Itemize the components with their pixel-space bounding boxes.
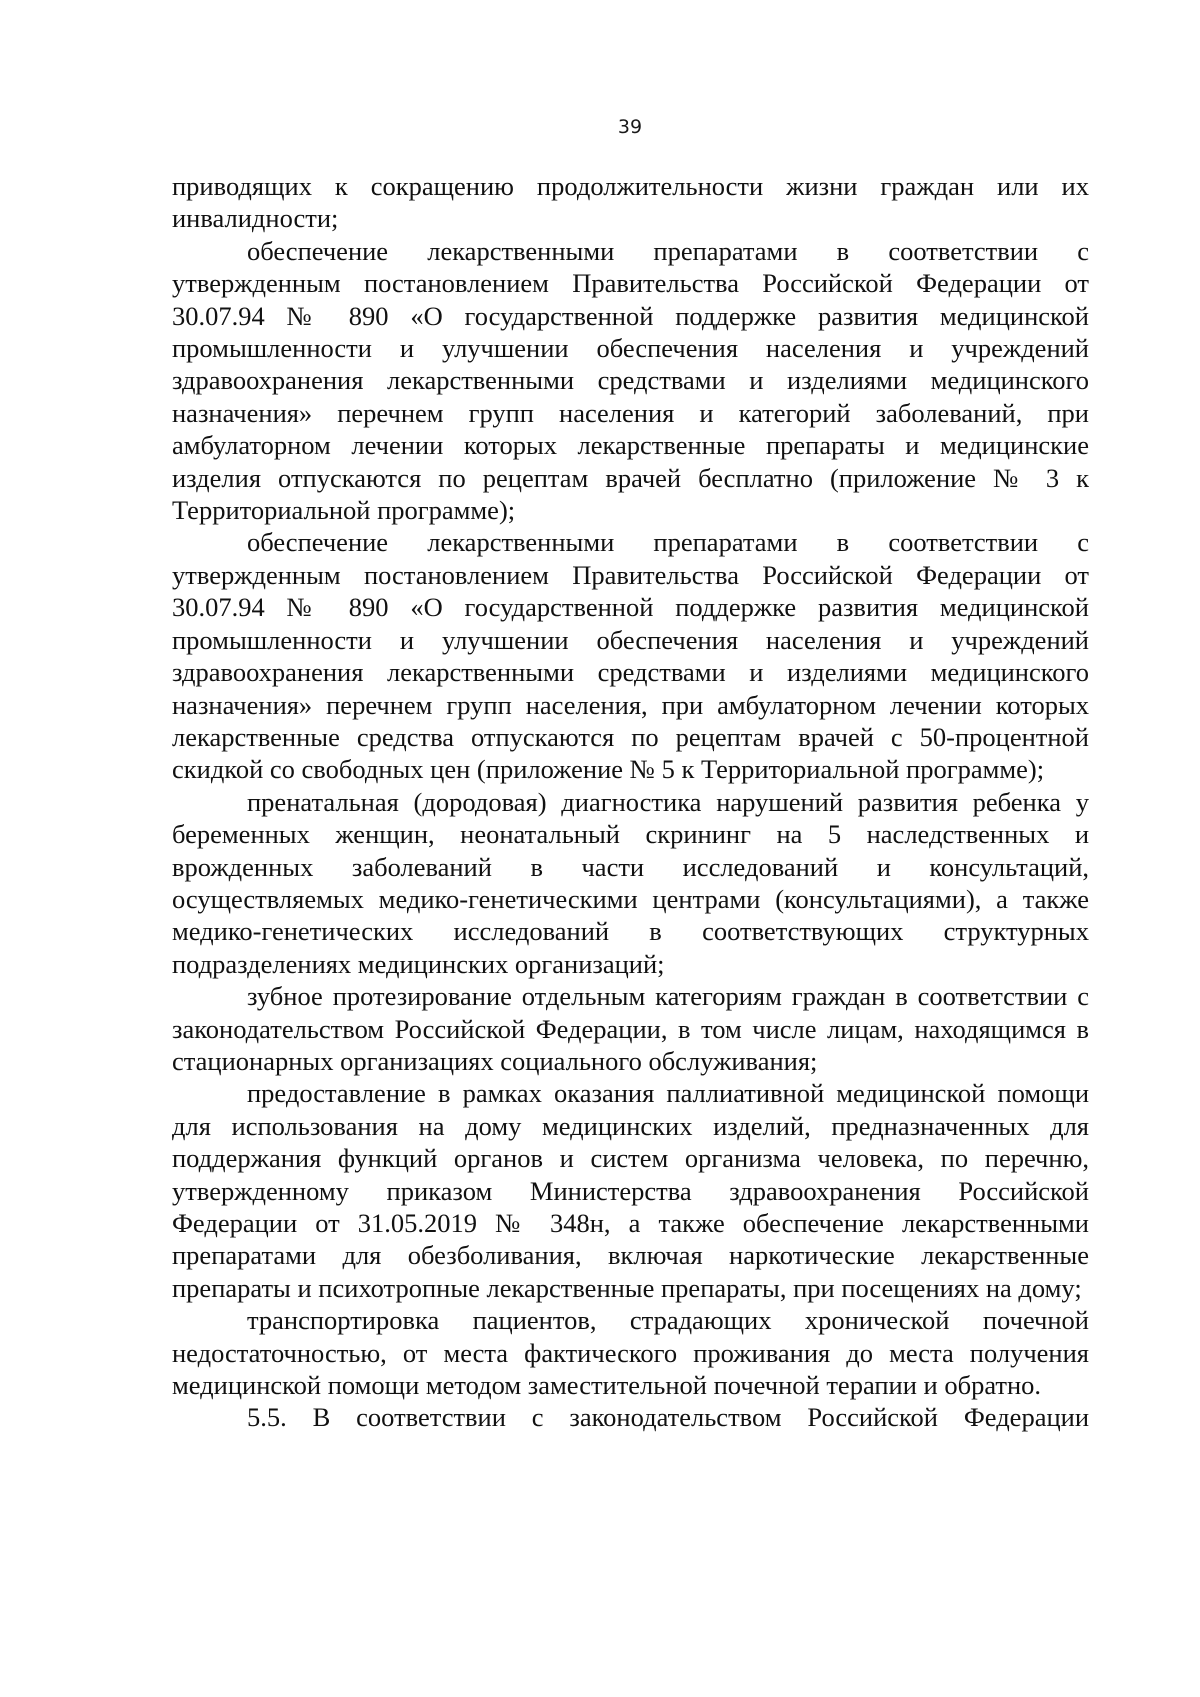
page-number: 39 (617, 116, 643, 138)
paragraph-dental-prosthetics: зубное протезирование отдельным категориям граждан в соответствии с законодательством Российской Федерации, в том числе лицам, находящимся в стационарных организациях социального обслуживания; (172, 981, 1089, 1076)
paragraph-section-5-5: 5.5. В соответствии с законодательством Российской Федерации (247, 1402, 1089, 1433)
paragraph-patient-transport: транспортировка пациентов, страдающих хронической почечной недостаточностью, от места фактического проживания до места получения медицинской помощи методом заместительной почечной терапии и обратно. (172, 1305, 1089, 1401)
paragraph-continuation: приводящих к сокращению продолжительности жизни граждан или их инвалидности; (172, 171, 1089, 234)
paragraph-prenatal-diagnostics: пренатальная (дородовая) диагностика нарушений развития ребенка у беременных женщин, неонатальный скрининг на 5 наследственных и врожденных заболеваний в части исследований и консультаций, осуществляемых медико-генетическими центрами (консультациями), а также медико-генетических исследований в соответствующих структурных подразделениях медицинских организаций; (172, 786, 1089, 979)
paragraph-free-medicines: обеспечение лекарственными препаратами в соответствии с утвержденным постановлением Правительства Российской Федерации от 30.07.94 № 890 «О государственной поддержке развития медицинской промышленности и улучшении обеспечения населения и учреждений здравоохранения лекарственными средствами и изделиями медицинского назначения» перечнем групп населения и категорий заболеваний, при амбулаторном лечении которых лекарственные препараты и медицинские изделия отпускаются по рецептам врачей бесплатно (приложение № 3 к Территориальной программе); (172, 235, 1089, 526)
paragraph-discount-medicines: обеспечение лекарственными препаратами в соответствии с утвержденным постановлением Правительства Российской Федерации от 30.07.94 № 890 «О государственной поддержке развития медицинской промышленности и улучшении обеспечения населения и учреждений здравоохранения лекарственными средствами и изделиями медицинского назначения» перечнем групп населения, при амбулаторном лечении которых лекарственные средства отпускаются по рецептам врачей с 50-процентной скидкой со свободных цен (приложение № 5 к Территориальной программе); (172, 527, 1089, 785)
document-body (172, 170, 1089, 1434)
paragraph-palliative-care: предоставление в рамках оказания паллиативной медицинской помощи для использования на дому медицинских изделий, предназначенных для поддержания функций органов и систем организма человека, по перечню, утвержденному приказом Министерства здравоохранения Российской Федерации от 31.05.2019 № 348н, а также обеспечение лекарственными препаратами для обезболивания, включая наркотические лекарственные препараты и психотропные лекарственные препараты, при посещениях на дому; (172, 1078, 1089, 1303)
